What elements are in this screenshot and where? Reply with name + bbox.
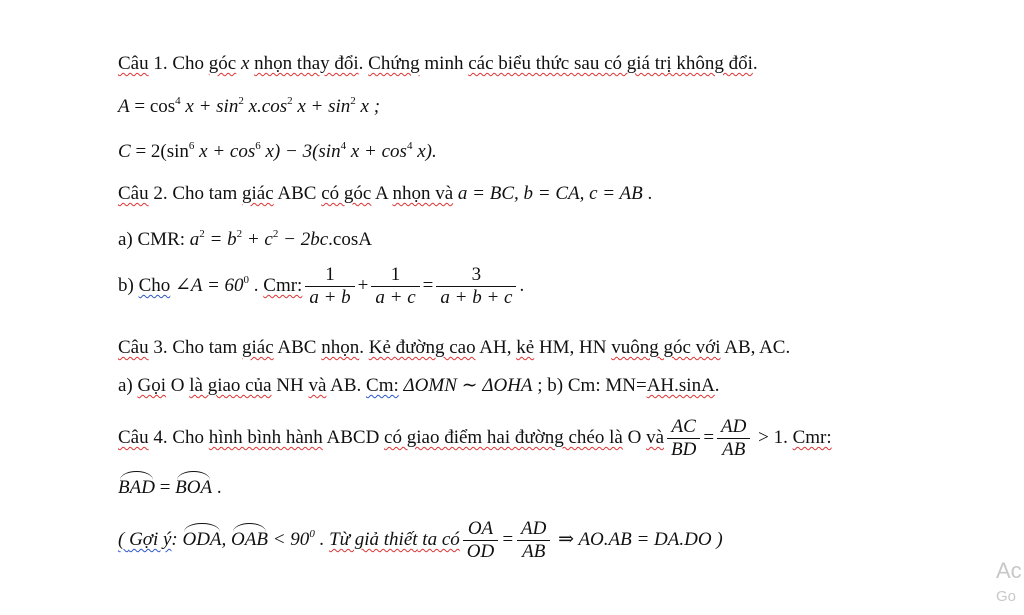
expression-a — [118, 95, 380, 119]
math: x + cos — [346, 141, 407, 162]
exponent: 6 — [255, 140, 261, 152]
math: a = BC, b = CA, c = AB — [453, 183, 643, 204]
denominator: AB — [722, 439, 746, 460]
text: . — [714, 375, 720, 396]
expression-c — [118, 140, 437, 164]
denominator: a + b + c — [440, 287, 513, 308]
math: = 2(sin — [130, 141, 189, 162]
text: ABC — [273, 337, 322, 358]
word: Gợi ý — [129, 528, 172, 550]
text: 2. Cho tam — [148, 183, 243, 204]
fraction — [463, 518, 498, 563]
angle-arc: OAB — [231, 528, 268, 550]
word: Câu — [118, 426, 149, 448]
variable: C — [118, 141, 131, 162]
word: ta có — [417, 528, 460, 550]
angle-arc: BAD — [118, 477, 155, 498]
word: Câu — [118, 337, 149, 358]
text: ABCD — [322, 426, 385, 448]
text: NH — [271, 375, 309, 396]
question-2b — [118, 264, 524, 309]
word: Cho — [138, 274, 171, 296]
math: x + sin — [180, 96, 239, 117]
text: 4. Cho — [148, 426, 209, 448]
word: AH.sinA — [646, 375, 715, 396]
text: A — [371, 183, 393, 204]
text: O — [166, 375, 190, 396]
word: hình bình hành — [208, 426, 323, 448]
math: < 90 — [267, 528, 310, 550]
text: AB. — [326, 375, 367, 396]
label: b) — [118, 274, 139, 296]
exponent: 2 — [238, 95, 244, 107]
fraction — [436, 264, 516, 309]
angle-arc: BOA — [175, 477, 213, 498]
question-3a — [118, 374, 720, 398]
numerator: 1 — [305, 264, 354, 287]
variable: x — [236, 53, 255, 74]
fraction — [667, 416, 700, 461]
exponent: 2 — [287, 95, 293, 107]
word: kẻ — [516, 337, 535, 358]
math: = — [501, 528, 515, 550]
word: các biểu thức sau có giá trị không đổi — [468, 53, 753, 74]
question-4-hint — [118, 518, 723, 563]
word: có góc — [321, 183, 372, 204]
word: Kẻ đường cao — [368, 337, 476, 358]
exponent: 2 — [350, 95, 356, 107]
math: ∠A = 60 — [170, 274, 244, 296]
word: giác — [242, 183, 274, 204]
word: Chứng — [368, 53, 420, 74]
text: minh — [419, 53, 469, 74]
word: vuông góc với — [611, 337, 721, 358]
text: . — [314, 528, 330, 550]
math: = cos — [129, 96, 176, 117]
denominator: a + b — [309, 287, 351, 308]
word: Câu — [118, 183, 149, 204]
activation-watermark-line1: Ac — [996, 558, 1022, 583]
text: . — [642, 183, 653, 204]
word: là giao của — [189, 375, 272, 396]
word: nhọn thay đổi — [254, 53, 359, 74]
label: a) CMR: — [118, 229, 190, 250]
math: ΔOMN ∼ ΔOHA — [398, 375, 533, 396]
exponent: 4 — [340, 140, 347, 152]
text: 1. Cho — [148, 53, 209, 74]
text: . — [249, 274, 264, 296]
math: x ; — [355, 96, 381, 117]
text: O — [622, 426, 647, 448]
math: = b — [204, 229, 237, 250]
text: 3. Cho tam — [148, 337, 243, 358]
text: , — [221, 528, 232, 550]
activation-watermark-line2: Go — [996, 588, 1017, 605]
text: ABC — [273, 183, 322, 204]
text: AH, — [475, 337, 517, 358]
text: . — [212, 477, 222, 498]
fraction — [305, 264, 354, 309]
angle-arc: ODA — [182, 528, 222, 550]
numerator: 1 — [371, 264, 419, 287]
denominator: BD — [671, 439, 697, 460]
word: có giao điểm hai đường chéo là — [384, 426, 623, 448]
math: x.cos — [243, 96, 288, 117]
text: . — [358, 53, 369, 74]
math: + — [357, 274, 369, 296]
fraction — [371, 264, 419, 309]
variable: A — [118, 96, 130, 117]
text: . — [752, 53, 758, 74]
fraction — [517, 518, 550, 563]
exponent: 6 — [188, 140, 195, 152]
numerator: AC — [667, 416, 700, 439]
math: x). — [412, 141, 437, 162]
denominator: AB — [522, 541, 546, 562]
math: − 2bc — [278, 229, 329, 250]
text: ( — [118, 528, 130, 550]
math: = — [422, 274, 434, 296]
word: và — [646, 426, 664, 448]
numerator: AD — [717, 416, 750, 439]
exponent: 0 — [309, 527, 315, 540]
word: Cmr: — [263, 274, 303, 296]
word: nhọn và — [392, 183, 454, 204]
text: . — [519, 274, 525, 296]
math: a — [189, 229, 200, 250]
text: ; b) Cm: MN= — [532, 375, 647, 396]
numerator: 3 — [436, 264, 516, 287]
question-1-title — [118, 52, 758, 76]
word: Cmr: — [792, 426, 832, 448]
exponent: 0 — [243, 273, 250, 286]
word: Cm: — [366, 375, 399, 396]
math: .cosA — [328, 229, 372, 250]
question-4-claim — [118, 476, 222, 500]
math: x + cos — [194, 141, 256, 162]
exponent: 2 — [199, 228, 205, 240]
math: x + sin — [292, 96, 351, 117]
word: nhọn — [321, 337, 360, 358]
exponent: 2 — [236, 228, 243, 240]
math: x) − 3(sin — [260, 141, 341, 162]
numerator: OA — [463, 518, 498, 541]
math: = — [154, 477, 176, 498]
math: ⇒ AO.AB = DA.DO ) — [553, 528, 723, 550]
math: > 1. — [753, 426, 793, 448]
word: Từ giả thiết — [329, 528, 418, 550]
text: AB, AC. — [720, 337, 791, 358]
word: góc — [208, 53, 237, 74]
question-3-title — [118, 336, 790, 360]
word: Gọi — [137, 375, 167, 396]
math: = — [703, 426, 715, 448]
denominator: OD — [466, 541, 495, 562]
fraction — [717, 416, 750, 461]
text: : — [171, 528, 183, 550]
label: a) — [118, 375, 138, 396]
question-2-title — [118, 182, 652, 206]
denominator: a + c — [375, 287, 416, 308]
word: và — [308, 375, 327, 396]
math: + c — [242, 229, 273, 250]
exponent: 4 — [175, 95, 181, 107]
question-4-title — [118, 416, 832, 461]
text: . — [359, 337, 369, 358]
word: giác — [242, 337, 274, 358]
text: HM, HN — [534, 337, 612, 358]
exponent: 2 — [272, 228, 279, 240]
word: Câu — [118, 53, 149, 74]
numerator: AD — [517, 518, 550, 541]
exponent: 4 — [406, 140, 413, 152]
question-2a — [118, 228, 372, 252]
